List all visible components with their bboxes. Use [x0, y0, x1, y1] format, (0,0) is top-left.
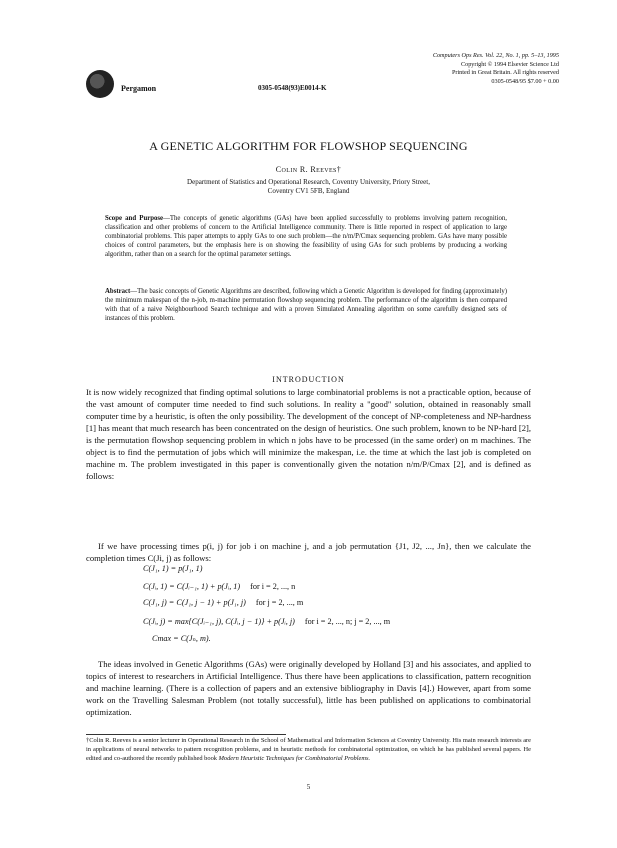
affiliation-line-1: Department of Statistics and Operational Research, Coventry University, Priory Street, — [187, 178, 430, 186]
footnote-divider — [86, 734, 286, 735]
equation-condition: for i = 2, ..., n — [250, 582, 296, 591]
affiliation-line-2: Coventry CV1 5FB, England — [267, 187, 350, 195]
abstract-label: Abstract — [105, 288, 131, 295]
journal-info — [339, 52, 559, 86]
copyright-line: Copyright © 1994 Elsevier Science Ltd — [460, 60, 559, 68]
intro-paragraph-1: It is now widely recognized that finding optimal solutions to large combinatorial problems is not a practicable option, because of the vast amount of computer time needed to find such solutions. In reality a "good" solution, obtained in reasonably small computer time by a heuristic, is often the only possibility. The development of the concept of NP-completeness and NP-hardness [1] has meant that much research has been concentrated on the design of heuristics. One such problem, known to be NP-hard [2], is the permutation flowshop sequencing problem in which n jobs have to be processed (in the same order) on m machines. The object is to find the permutation of jobs which will minimize the makespan, i.e. the time at which the last job is completed on machine m. The problem investigated in this paper is conventionally given the notation n/m/P/Cmax [2], and is defined as follows: — [86, 387, 531, 481]
publisher-name: Pergamon — [121, 84, 157, 93]
footnote-book-title: Modern Heuristic Techniques for Combinatorial Problems. — [218, 754, 371, 762]
section-heading: INTRODUCTION — [272, 375, 345, 384]
equation-condition: for i = 2, ..., n; j = 2, ..., m — [304, 617, 391, 626]
equation-expr: C(Jᵢ, 1) = C(Jᵢ₋₁, 1) + p(Jᵢ, 1) — [143, 582, 241, 591]
price-code-line: 0305-0548/95 $7.00 + 0.00 — [491, 77, 559, 85]
scope-label: Scope and Purpose — [105, 215, 164, 222]
equation-4 — [143, 616, 390, 626]
scope-and-purpose — [105, 214, 507, 259]
abstract-text: —The basic concepts of Genetic Algorithms are described, following which a Genetic Algorithm is developed for finding (approximately) the minimum makespan of the n-job, m-machine permutation flowshop sequencing problem. The performance of the algorithm is then compared with that of a naive Neighbourhood Search technique and with a proven Simulated Annealing algorithm on some carefully designed sets of instances of this problem. — [105, 288, 507, 322]
paper-title: A GENETIC ALGORITHM FOR FLOWSHOP SEQUENCING — [149, 139, 468, 153]
author-name: Colin R. Reeves† — [275, 165, 342, 174]
printed-line: Printed in Great Britain. All rights reserved — [451, 69, 559, 76]
abstract — [105, 287, 507, 323]
footnote-text: †Colin R. Reeves is a senior lecturer in Operational Research in the School of Mathematical and Information Sciences at Coventry University. His main research interests are in applications of neural networks to pattern recognition problems, and in heuristic methods for combinatorial optimization, on which he has published several papers. He edited and co-authored the recently published book — [86, 737, 531, 762]
author-footnote — [86, 737, 531, 763]
equation-1 — [143, 564, 202, 573]
equation-expr: C(Jᵢ, j) = max{C(Jᵢ₋₁, j), C(Jᵢ, j − 1)} + p(Jᵢ, j) — [143, 617, 295, 626]
equation-2 — [143, 581, 295, 591]
equation-expr: Cmax = C(Jₙ, m). — [152, 634, 211, 643]
scope-text: —The concepts of genetic algorithms (GAs) have been applied successfully to problems involving pattern recognition, classification and other problems of concern to the Artificial Intelligence community. There is little reported in respect of application to large combinatorial problems. This paper attempts to apply GAs to one such problem—the n/m/P/Cmax sequencing problem. GAs have many possible choices of control parameters, but the emphasis here is on showing the feasibility of using GAs for such problems by producing a working algorithm, rather than on a search for the optimal parameter settings. — [105, 215, 507, 258]
article-issn: 0305-0548(93)E0014-K — [258, 84, 327, 92]
publisher-logo-icon — [86, 70, 114, 98]
equation-5 — [152, 633, 211, 643]
equation-expr: C(J₁, j) = C(J₁, j − 1) + p(J₁, j) — [143, 598, 246, 607]
author-affiliation — [110, 178, 507, 196]
equation-condition: for j = 2, ..., m — [255, 598, 304, 607]
journal-citation: Computers Ops Res. Vol. 22, No. 1, pp. 5–13, 1995 — [432, 52, 559, 59]
intro-paragraph-3: The ideas involved in Genetic Algorithms (GAs) were originally developed by Holland [3] and his associates, and applied to topics of interest to researchers in Artificial Intelligence. Thus there have been applications to classification, pattern recognition and machine learning. (There is a collection of papers and an extensive bibliography in Davis [4].) However, apart from some work on the Travelling Salesman Problem (not totally successful), little has been published on applications to combinatorial optimization. — [86, 659, 531, 717]
page-number: 5 — [306, 783, 311, 791]
intro-paragraph-2: If we have processing times p(i, j) for job i on machine j, and a job permutation {J1, J2, ..., Jn}, then we calculate the completion times C(Ji, j) as follows: — [86, 541, 531, 563]
equation-3 — [143, 598, 303, 607]
equation-expr: C(J₁, 1) = p(J₁, 1) — [143, 564, 203, 573]
